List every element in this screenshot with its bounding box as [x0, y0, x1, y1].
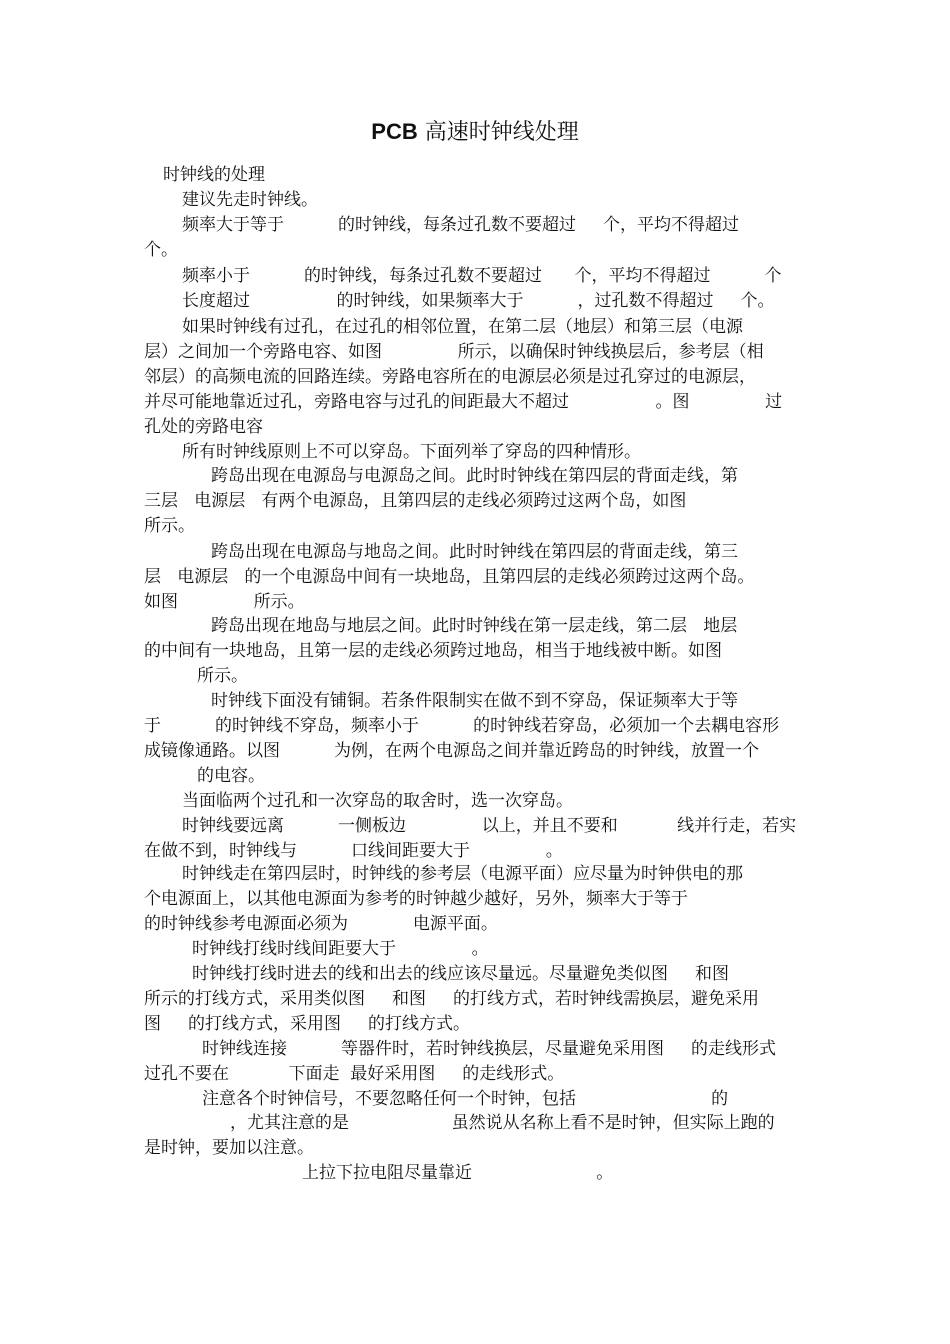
- text-line: 时钟线打线时进去的线和出去的线应该尽量远。尽量避免类似图 和图: [192, 964, 730, 984]
- document-title: [0, 118, 950, 147]
- text-line: 如图 所示。: [144, 592, 305, 612]
- text-line: 时钟线要远离 一侧板边 以上，并且不要和 线并行走，若实: [182, 816, 797, 836]
- text-line: 在做不到，时钟线与 口线间距要大于 。: [144, 841, 563, 861]
- text-line: 跨岛出现在电源岛与地岛之间。此时时钟线在第四层的背面走线，第三: [211, 542, 738, 562]
- text-line: 的电容。: [197, 766, 265, 786]
- text-line: 时钟线连接 等器件时，若时钟线换层，尽量避免采用图 的走线形式: [202, 1039, 777, 1059]
- text-line: 注意各个时钟信号，不要忽略任何一个时钟，包括 的: [202, 1089, 729, 1109]
- text-line: 长度超过 的时钟线，如果频率大于 ，过孔数不得超过 个。: [182, 291, 775, 311]
- text-line: 过孔不要在 下面走 最好采用图 的走线形式。: [144, 1064, 565, 1084]
- section-heading: 时钟线的处理: [163, 165, 265, 185]
- text-line: 成镜像通路。以图 为例，在两个电源岛之间并靠近跨岛的时钟线，放置一个: [144, 741, 760, 761]
- text-line: 建议先走时钟线。: [182, 190, 318, 210]
- text-line: 所示。: [197, 666, 248, 686]
- text-line: 层）之间加一个旁路电容、如图 所示，以确保时钟线换层后，参考层（相: [144, 342, 764, 362]
- text-line: 当面临两个过孔和一次穿岛的取舍时，选一次穿岛。: [182, 791, 573, 811]
- text-line: 三层 电源层 有两个电源岛，且第四层的走线必须跨过这两个岛，如图: [144, 491, 687, 511]
- text-line: 时钟线走在第四层时，时钟线的参考层（电源平面）应尽量为时钟供电的那: [182, 864, 743, 884]
- text-line: 的时钟线参考电源面必须为 电源平面。: [144, 914, 498, 934]
- text-line: 图 的打线方式，采用图 的打线方式。: [144, 1014, 471, 1034]
- text-line: 个电源面上，以其他电源面为参考的时钟越少越好，另外，频率大于等于: [144, 889, 688, 909]
- text-line: 频率小于 的时钟线，每条过孔数不要超过 个，平均不得超过 个: [182, 266, 782, 286]
- text-line: 所有时钟线原则上不可以穿岛。下面列举了穿岛的四种情形。: [182, 442, 641, 462]
- title-latin: PCB: [371, 119, 418, 144]
- text-line: 所示的打线方式，采用类似图 和图 的打线方式，若时钟线需换层，避免采用: [144, 989, 760, 1009]
- text-line: 上拉下拉电阻尽量靠近 。: [302, 1163, 614, 1183]
- text-line: 是时钟，要加以注意。: [144, 1138, 314, 1158]
- text-line: 跨岛出现在电源岛与电源岛之间。此时时钟线在第四层的背面走线，第: [211, 466, 738, 486]
- text-line: 跨岛出现在地岛与地层之间。此时时钟线在第一层走线，第二层 地层: [211, 616, 738, 636]
- text-line: 孔处的旁路电容: [144, 417, 263, 437]
- text-line: 邻层）的高频电流的回路连续。旁路电容所在的电源层必须是过孔穿过的电源层，: [144, 367, 756, 387]
- text-line: 所示。: [144, 516, 195, 536]
- text-line: 并尽可能地靠近过孔，旁路电容与过孔的间距最大不超过 。图 过: [144, 392, 783, 412]
- text-line: 时钟线下面没有铺铜。若条件限制实在做不到不穿岛，保证频率大于等: [211, 691, 738, 711]
- text-line: 时钟线打线时线间距要大于 。: [192, 939, 489, 959]
- text-line: 频率大于等于 的时钟线，每条过孔数不要超过 个，平均不得超过: [182, 215, 740, 235]
- text-line: 的中间有一块地岛，且第一层的走线必须跨过地岛，相当于地线被中断。如图: [144, 641, 722, 661]
- text-line: 层 电源层 的一个电源岛中间有一块地岛，且第四层的走线必须跨过这两个岛。: [144, 567, 755, 587]
- title-text: 高速时钟线处理: [424, 120, 579, 145]
- text-line: 如果时钟线有过孔，在过孔的相邻位置，在第二层（地层）和第三层（电源: [182, 317, 743, 337]
- text-line: 个。: [144, 240, 178, 260]
- text-line: 于 的时钟线不穿岛，频率小于 的时钟线若穿岛，必须加一个去耦电容形: [144, 716, 780, 736]
- text-line: ，尤其注意的是 虽然说从名称上看不是时钟，但实际上跑的: [230, 1113, 775, 1133]
